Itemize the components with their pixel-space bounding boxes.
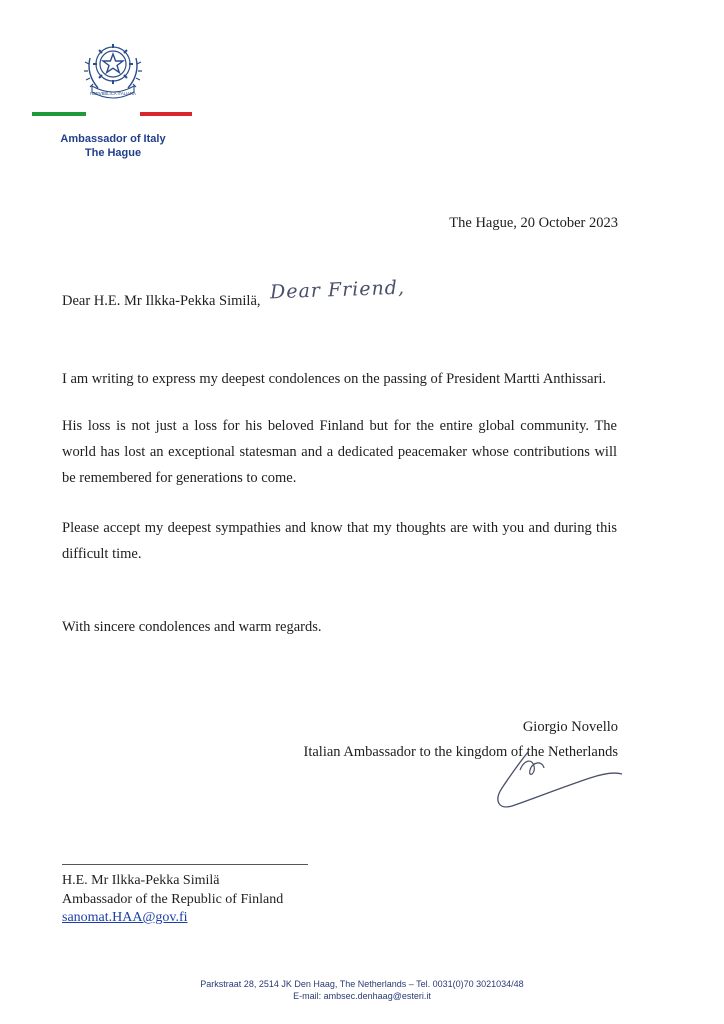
sender-title: Ambassador of Italy xyxy=(60,133,166,145)
italian-republic-emblem-icon xyxy=(78,34,148,102)
body-paragraph: I am writing to express my deepest condolences on the passing of President Martti Anthissari. xyxy=(62,371,607,387)
salutation: Dear H.E. Mr Ilkka-Pekka Similä, xyxy=(62,293,261,309)
letter-date: The Hague, 20 October 2023 xyxy=(449,215,618,231)
sender-block xyxy=(30,132,196,160)
recipient-title: Ambassador of the Republic of Finland xyxy=(62,891,284,907)
sender-location: The Hague xyxy=(84,147,142,159)
signatory-title: Italian Ambassador to the kingdom of the Netherlands xyxy=(303,744,618,760)
footer xyxy=(0,978,724,1002)
body-paragraph: Please accept my deepest sympathies and know that my thoughts are with you and during this difficult time. xyxy=(62,520,617,562)
recipient-divider xyxy=(62,864,308,865)
recipient-email-link[interactable]: sanomat.HAA@gov.fi xyxy=(62,910,188,925)
flag-green-bar xyxy=(32,112,86,116)
flag-red-bar xyxy=(140,112,192,116)
handwritten-signature-icon xyxy=(490,748,630,818)
body-paragraph: His loss is not just a loss for his beloved Finland but for the entire global community. The world has lost an exceptional statesman and a dedicated peacemaker whose contributions will be remembered for generations to come. xyxy=(62,418,617,486)
signatory-name: Giorgio Novello xyxy=(522,719,618,735)
emblem-ribbon-text: REPVBBLICA ITALIANA xyxy=(90,91,136,96)
footer-email: E-mail: ambsec.denhaag@esteri.it xyxy=(293,991,431,1001)
footer-address: Parkstraat 28, 2514 JK Den Haag, The Netherlands – Tel. 0031(0)70 3021034/48 xyxy=(200,979,524,989)
recipient-block xyxy=(62,872,283,928)
recipient-name: H.E. Mr Ilkka-Pekka Similä xyxy=(62,873,220,888)
closing-line: With sincere condolences and warm regards. xyxy=(62,619,322,635)
handwritten-greeting: Dear Friend, xyxy=(269,276,406,304)
